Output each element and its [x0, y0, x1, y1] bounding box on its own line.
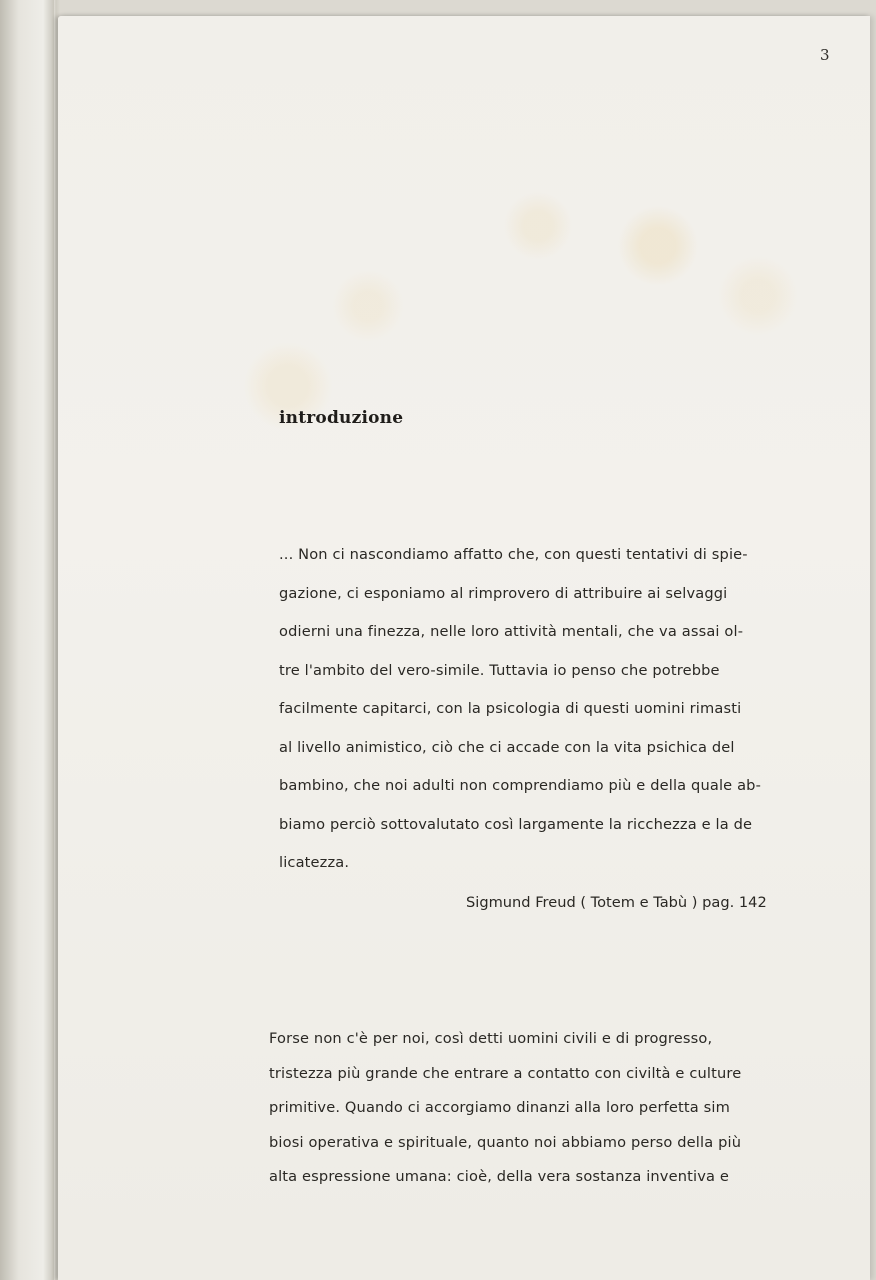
- quote-line: biamo perciò sottovalutato così largamente la ricchezza e la de: [279, 815, 753, 833]
- quote-attribution: Sigmund Freud ( Totem e Tabù ) pag. 142: [466, 894, 767, 911]
- quote-line: licatezza.: [279, 854, 350, 871]
- quote-line: bambino, che noi adulti non comprendiamo più e della quale ab-: [279, 777, 761, 794]
- quote-line: odierni una finezza, nelle loro attività mentali, che va assai ol-: [279, 623, 744, 640]
- body-line: alta espressione umana: cioè, della vera sostanza inventiva e: [269, 1168, 729, 1185]
- quote-line: facilmente capitarci, con la psicologia di questi uomini rimasti: [279, 700, 742, 717]
- quote-line: ... Non ci nascondiamo affatto che, con questi tentativi di spie-: [279, 546, 748, 563]
- body-line: biosi operativa e spirituale, quanto noi abbiamo perso della più: [269, 1133, 742, 1151]
- epigraph-quote: [279, 536, 819, 883]
- facing-page-edge: [0, 0, 54, 1280]
- quote-line: gazione, ci esponiamo al rimprovero di attribuire ai selvaggi: [279, 584, 728, 602]
- quote-line: al livello animistico, ciò che ci accade con la vita psichica del: [279, 738, 735, 756]
- section-heading: introduzione: [279, 408, 404, 428]
- document-page: [58, 16, 870, 1280]
- body-line: tristezza più grande che entrare a contatto con civiltà e culture: [269, 1064, 742, 1082]
- page-number: 3: [820, 46, 830, 64]
- body-line: Forse non c'è per noi, così detti uomini civili e di progresso,: [269, 1030, 713, 1047]
- body-paragraph: [269, 1022, 829, 1195]
- quote-line: tre l'ambito del vero-simile. Tuttavia io penso che potrebbe: [279, 661, 720, 679]
- body-line: primitive. Quando ci accorgiamo dinanzi alla loro perfetta sim: [269, 1099, 730, 1116]
